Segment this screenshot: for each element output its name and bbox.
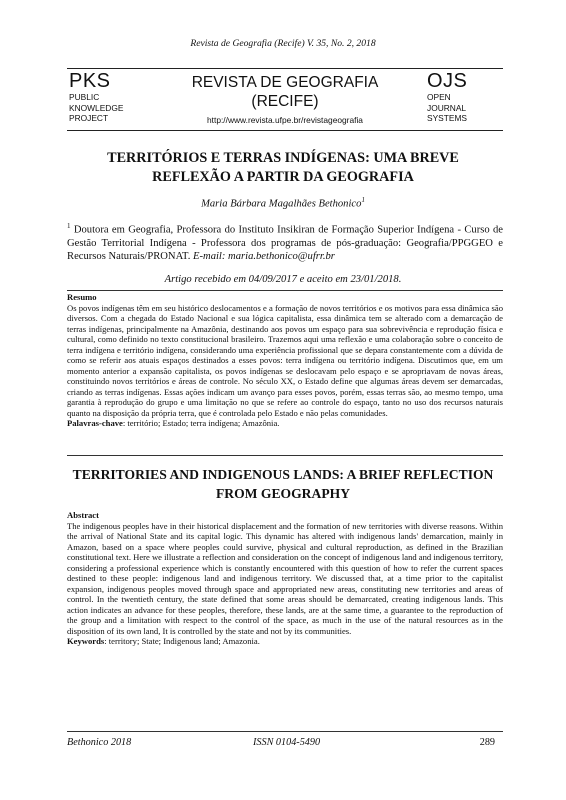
resumo-keywords-text: : território; Estado; terra indígena; Amazônia. [122,418,280,428]
author-affiliation [67,220,503,263]
author-name [0,196,566,210]
masthead-bottom-rule [67,130,503,131]
resumo-body: Os povos indígenas têm em seu histórico deslocamentos e a formação de novos territórios e os motivos para essa dinâmica são diversos. Com a chegada do Estado Nacional e sua lógica capitalista, essa dinâmica tem se alterado com a demarcação de terras indígenas, principalmente na Amazônia, destinando aos povos um espaço para sua sobrevivência e reprodução física e cultural, como definido no texto constitucional brasileiro. Trazemos aqui uma reflexão e uma colaboração sobre o conceito de terra indígena e território indígena, considerando uma experiência profissional que se depara constantemente com a dúvida de como se referir aos atuais espaços destinados a esses povos: terra indígena ou território indígena. Discutimos que, em um momento anterior a expansão capitalista, os povos indígenas se deslocavam pelo espaço e se apropriavam de novas áreas, constituindo novos territórios e áreas de controle. No século XX, o Estado define que algumas áreas devem ser demarcadas, criando as terras indígenas. Essas ações indicam um avanço para esses povos, porém, essas terras são, ao mesmo tempo, uma garantia à reprodução do grupo e uma limitação no que se refere ao controle do espaço, tanto no uso dos recursos naturais quanto na disposição da própria terra, que é controlada pelo Estado e não pelas comunidades. [67,302,503,418]
abstract-heading: Abstract [67,510,99,520]
title-pt-line: TERRITÓRIOS E TERRAS INDÍGENAS: UMA BREVE [107,150,459,166]
author-email[interactable]: E-mail: maria.bethonico@ufrr.br [193,251,335,263]
masthead-title-line2: (RECIFE) [251,93,319,110]
affiliation-marker: 1 [67,222,71,230]
ojs-line: SYSTEMS [427,113,468,123]
title-en-line: TERRITORIES AND INDIGENOUS LANDS: A BRIEF REFLECTION [72,467,494,482]
resumo-top-rule [67,290,503,291]
footer-author-year: Bethonico 2018 [67,737,132,748]
pks-logo [69,70,141,124]
abstract-keywords-text: : territory; State; Indigenous land; Amazonia. [104,636,260,646]
abstract-body: The indigenous peoples have in their historical displacement and the formation of new territories with diverse reasons. Within the arrival of National State and its capital logic. This dynamic has altered with indigenous lands' demarcation, mainly in Amazon, based on a space where peoples could survive, physical and cultural reproduction, as defined in the Brazilian constitutional text. Here we illustrate a reflection and consideration on the concept of indigenous land and indigenous territory, considering a professional experience which is constantly encountered with this question of how to refer the current spaces destined to these people: indigenous land and indigenous territory. We discussed that, at a time prior to the capitalist expansion, indigenous peoples moved through space and appropriated new areas, constituting new territories and areas of control. In the twentieth century, the state defined that some areas should be demarcated, creating indigenous lands. This action indicates an advance for these peoples, therefore, these lands, are at the same time, a guarantee to the reproduction of the group and a limitation with respect to the control of the space, as much in the use of the natural resources as in the disposition of its own land, It is controlled by the state and not by its communities. [67,520,503,636]
journal-masthead [67,68,503,131]
pks-line: PUBLIC [69,92,100,102]
ojs-line: JOURNAL [427,102,467,113]
journal-url-link[interactable]: http://www.revista.ufpe.br/revistageografia [207,115,363,125]
masthead-title-line1: REVISTA DE GEOGRAFIA [191,74,379,91]
resumo-heading: Resumo [67,292,97,302]
resumo-section [67,292,503,429]
journal-header: Revista de Geografia (Recife) V. 35, No. 2, 2018 [190,38,376,49]
title-en-line: FROM GEOGRAPHY [215,486,351,501]
abstract-keywords [67,636,503,647]
page-number: 289 [479,737,495,748]
ojs-logo [427,70,499,124]
author-name-text: Maria Bárbara Magalhães Bethonico [201,198,362,210]
article-title-portuguese [40,149,526,187]
pks-line: PROJECT [69,113,109,123]
abstract-section [67,510,503,647]
ojs-logo-text: OJS [427,70,468,92]
abstract-keywords-label: Keywords [67,636,105,646]
affiliation-text: Doutora em Geografia, Professora do Instituto Insikiran de Formação Superior Indígena - Curso de Gestão Territorial Indígena - Professora dos programas de pós-graduação: Geografia/PPGGEO e Recursos Naturais/PRONAT. [67,224,503,263]
ojs-line: OPEN [427,92,451,102]
masthead-top-rule [67,68,503,69]
footer-rule [67,731,503,732]
resumo-keywords-label: Palavras-chave [67,418,123,428]
resumo-bottom-rule [67,455,503,456]
footer-issn: ISSN 0104-5490 [253,737,321,748]
pks-line: KNOWLEDGE [69,102,124,113]
resumo-keywords [67,418,503,429]
masthead-center [177,73,393,125]
author-footnote-marker: 1 [361,196,365,204]
pks-logo-text: PKS [69,70,111,92]
article-title-english [60,465,506,503]
received-accepted-dates: Artigo recebido em 04/09/2017 e aceito em 23/01/2018. [164,274,402,285]
title-pt-line: REFLEXÃO A PARTIR DA GEOGRAFIA [152,169,414,185]
